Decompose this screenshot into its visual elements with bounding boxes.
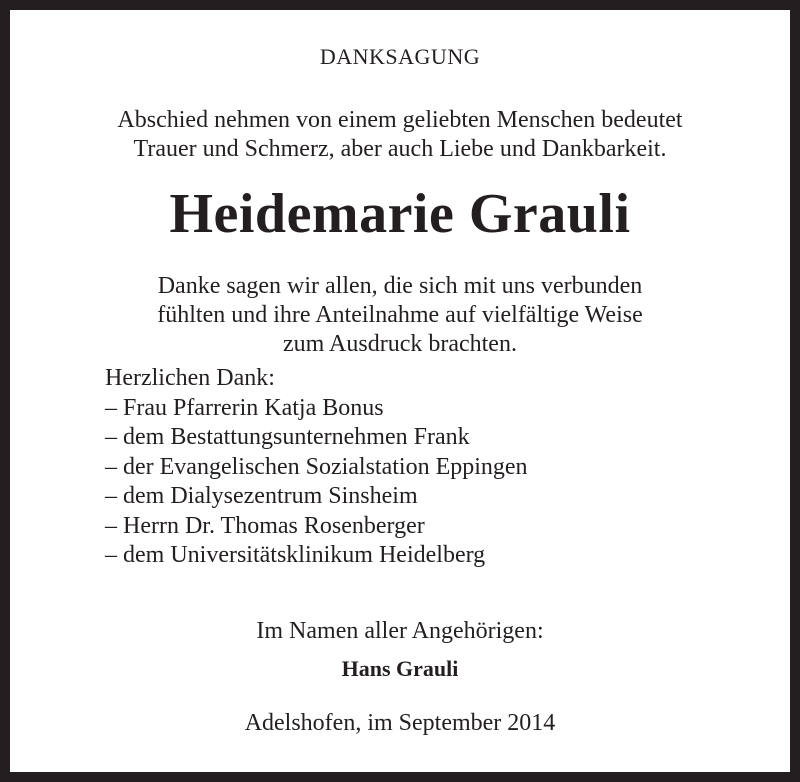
intro-line-2: Trauer und Schmerz, aber auch Liebe und Dankbarkeit.	[133, 136, 667, 162]
thanks-line-1: Danke sagen wir allen, die sich mit uns verbunden	[157, 273, 643, 299]
intro-line-1: Abschied nehmen von einem geliebten Menschen bedeutet	[117, 107, 683, 133]
list-item: – dem Universitätsklinikum Heidelberg	[105, 542, 486, 568]
list-item: – der Evangelischen Sozialstation Eppingen	[105, 453, 528, 480]
list-item: – dem Dialysezentrum Sinsheim	[105, 483, 418, 509]
thanks-line-3: zum Ausdruck brachten.	[283, 331, 517, 357]
list-item: – dem Bestattungsunternehmen Frank	[105, 424, 470, 450]
signature-intro: Im Namen aller Angehörigen:	[256, 618, 544, 644]
acknowledgements-list	[105, 364, 528, 571]
deceased-name: Heidemarie Grauli	[169, 183, 631, 245]
signer-name: Hans Grauli	[341, 656, 459, 681]
heading: DANKSAGUNG	[319, 44, 481, 69]
acknowledgements-title: Herzlichen Dank:	[105, 365, 275, 391]
list-item: – Frau Pfarrerin Katja Bonus	[105, 394, 384, 421]
obituary-card	[10, 10, 790, 772]
place-date: Adelshofen, im September 2014	[244, 710, 556, 736]
list-item: – Herrn Dr. Thomas Rosenberger	[105, 512, 425, 539]
thanks-line-2: fühlten und ihre Anteilnahme auf vielfältige Weise	[157, 302, 643, 328]
